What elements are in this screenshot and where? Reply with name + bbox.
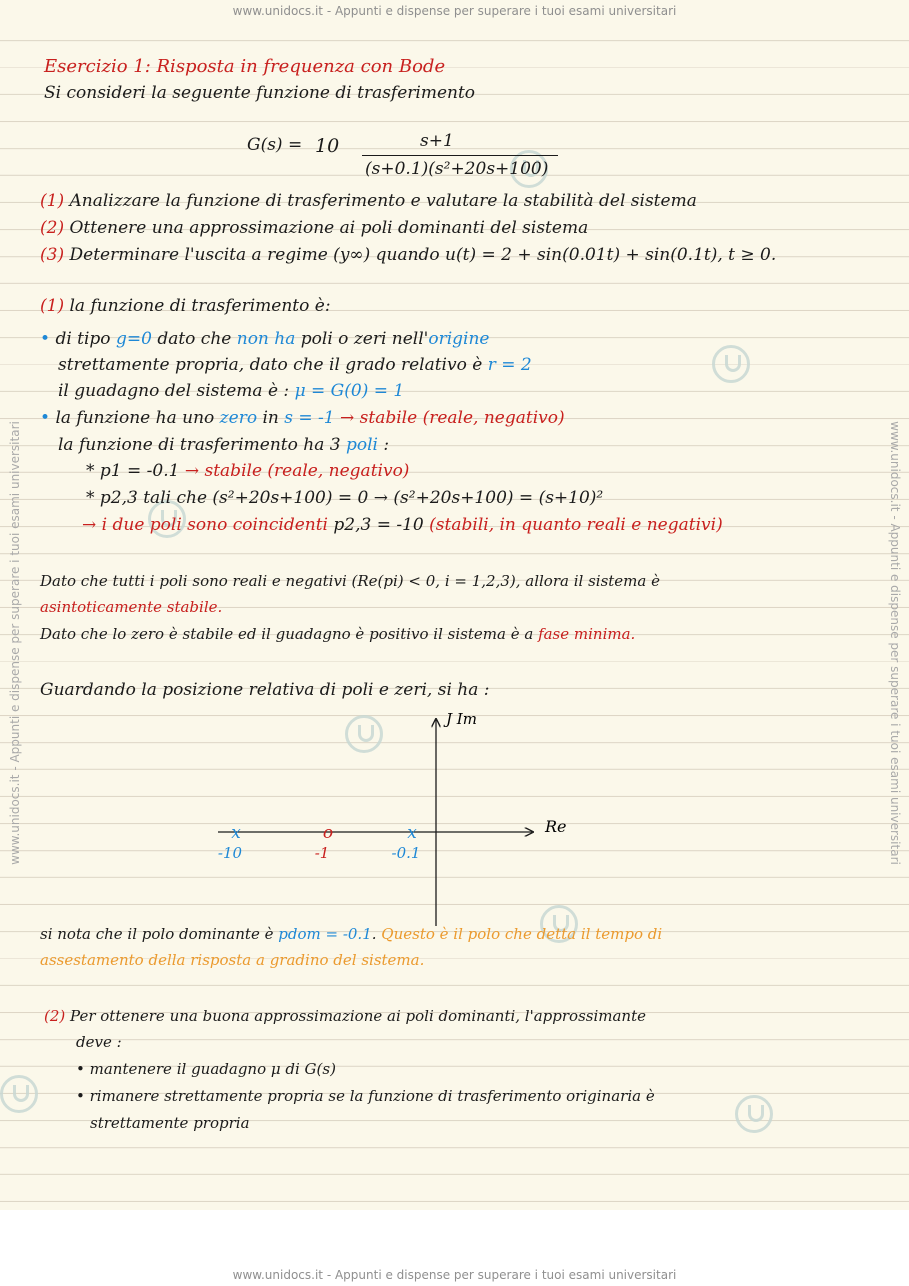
proper-line: strettamente propria, dato che il grado relativo è r = 2 [58, 355, 532, 375]
approx-bullet-2: • rimanere strettamente propria se la funzione di trasferimento originaria è [76, 1087, 655, 1105]
unidocs-logo-icon [735, 1095, 773, 1133]
type-line: • di tipo g=0 dato che non ha poli o zeri nell'origine [40, 329, 490, 349]
dominant-line-1: si nota che il polo dominante è pdom = -0.1. Questo è il polo che detta il tempo di [40, 925, 663, 943]
fraction-bar [362, 155, 558, 156]
watermark-top: www.unidocs.it - Appunti e dispense per superare i tuoi esami universitari [232, 4, 677, 18]
poles-line: la funzione di trasferimento ha 3 poli : [58, 435, 390, 455]
pole-23-line: * p2,3 tali che (s²+20s+100) = 0 → (s²+20s+100) = (s+10)² [86, 488, 604, 508]
imag-axis-label: J Im [446, 710, 477, 728]
intro-text: Si consideri la seguente funzione di trasferimento [44, 83, 476, 103]
marker-label: -1 [314, 844, 330, 862]
system-gain: μ = G(0) = 1 [294, 381, 405, 401]
watermark-left: www.unidocs.it - Appunti e dispense per superare i tuoi esami universitari [8, 421, 22, 865]
task-1 [40, 191, 697, 211]
pole-23-coincident-line: → i due poli sono coincidenti p2,3 = -10 (stabili, in quanto reali e negativi) [82, 515, 723, 535]
formula-lhs: G(s) = [247, 135, 303, 155]
zero-value: s = -1 [284, 408, 335, 428]
stability-line-3: Dato che lo zero è stabile ed il guadagno è positivo il sistema è a fase minima. [40, 625, 636, 643]
formula-denominator: (s+0.1)(s²+20s+100) [365, 159, 549, 179]
approx-bullet-3: strettamente propria [90, 1114, 250, 1132]
dominant-pole: pdom = -0.1 [278, 925, 372, 943]
marker-label: -0.1 [391, 844, 421, 862]
task-3 [40, 245, 776, 265]
watermark-bottom: www.unidocs.it - Appunti e dispense per superare i tuoi esami universitari [232, 1268, 677, 1282]
pole-zero-plot [200, 700, 600, 930]
zero-line: • la funzione ha uno zero in s = -1 → stabile (reale, negativo) [40, 408, 565, 428]
real-axis-label: Re [545, 817, 567, 836]
relative-degree: r = 2 [487, 355, 532, 375]
formula-gain: 10 [315, 135, 340, 157]
plot-intro: Guardando la posizione relativa di poli e zeri, si ha : [40, 680, 490, 700]
system-type: g=0 [115, 329, 152, 349]
task-1-text: Analizzare la funzione di trasferimento e valutare la stabilità del sistema [69, 191, 697, 211]
zero-marker: o [322, 823, 334, 843]
task-3-number: (3) [40, 245, 65, 265]
task-2 [40, 218, 588, 238]
task-1-number: (1) [40, 191, 65, 211]
task-2-number: (2) [40, 218, 65, 238]
marker-label: -10 [217, 844, 243, 862]
analysis-header [40, 296, 331, 316]
pole-1-line: * p1 = -0.1 → stabile (reale, negativo) [86, 461, 410, 481]
approx-bullet-1: • mantenere il guadagno μ di G(s) [76, 1060, 336, 1078]
dominant-line-2: assestamento della risposta a gradino del sistema. [40, 951, 425, 969]
unidocs-logo-icon [712, 345, 750, 383]
pole-marker: x [231, 823, 241, 843]
watermark-right: www.unidocs.it - Appunti e dispense per superare i tuoi esami universitari [888, 421, 902, 865]
stability-line-2: asintoticamente stabile. [40, 598, 223, 616]
approx-line-2: deve : [76, 1033, 122, 1051]
analysis-number: (1) [40, 296, 65, 316]
unidocs-logo-icon [0, 1075, 38, 1113]
analysis-header-text: la funzione di trasferimento è: [69, 296, 331, 316]
gain-line: il guadagno del sistema è : μ = G(0) = 1 [58, 381, 405, 401]
task-2-text: Ottenere una approssimazione ai poli dominanti del sistema [69, 218, 589, 238]
exercise-title: Esercizio 1: Risposta in frequenza con Bode [44, 56, 446, 77]
stability-line-1: Dato che tutti i poli sono reali e negativi (Re(pi) < 0, i = 1,2,3), allora il sistema è [40, 572, 660, 590]
approx-line-1: (2) Per ottenere una buona approssimazione ai poli dominanti, l'approssimante [44, 1007, 647, 1025]
pole-marker: x [407, 823, 417, 843]
task-3-text: Determinare l'uscita a regime (y∞) quando u(t) = 2 + sin(0.01t) + sin(0.1t), t ≥ 0. [69, 245, 777, 265]
formula-numerator: s+1 [420, 131, 454, 151]
